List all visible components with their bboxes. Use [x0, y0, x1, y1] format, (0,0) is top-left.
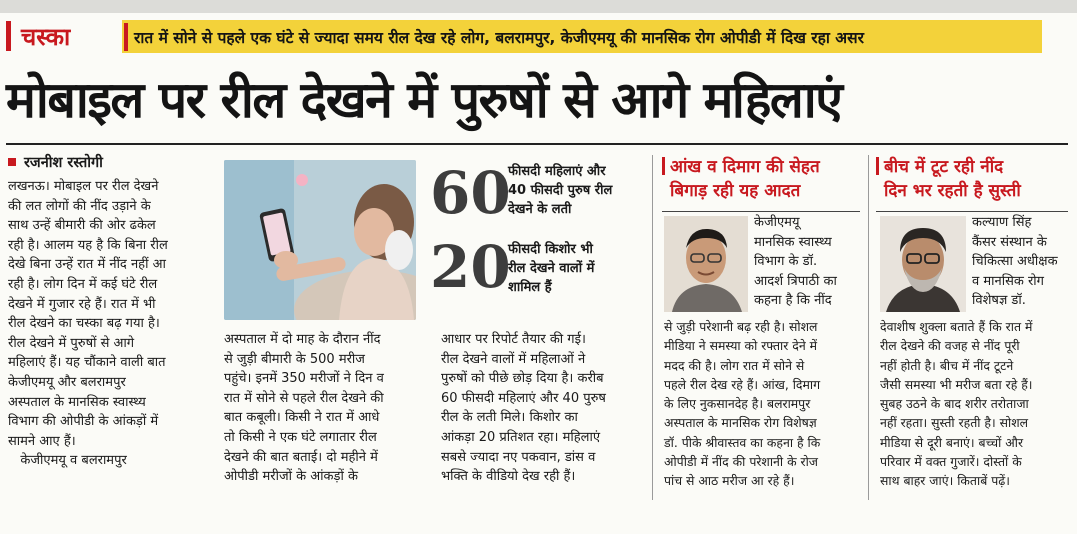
col1-line: अस्पताल के मानसिक स्वास्थ्य	[8, 394, 146, 410]
col1-line: लखनऊ। मोबाइल पर रील देखने	[8, 179, 159, 194]
box1-rule	[662, 211, 860, 212]
column-divider	[652, 155, 653, 500]
kicker-strap-band	[122, 20, 1042, 53]
col1-line: रील देखने का चस्का बढ़ गया है।	[8, 316, 160, 332]
box2-caption-line: कल्याण सिंह	[972, 215, 1032, 230]
box1-text-line: मीडिया ने समस्या को रफ्तार देने में	[664, 338, 818, 354]
col2-line: ओपीडी मरीजों के आंकड़ों के	[224, 469, 358, 485]
column-2	[224, 330, 384, 487]
box2-caption-line: कैंसर संस्थान के	[972, 234, 1047, 250]
box2-text-line: देवाशीष शुक्ला बताते हैं कि रात में	[880, 319, 1033, 334]
col3-line: रील के लती मिले। किशोर का	[441, 410, 578, 426]
stat-60-line: फीसदी महिलाएं और	[508, 164, 606, 179]
top-strip	[0, 0, 1077, 13]
box2-caption-line: चिकित्सा अधीक्षक	[972, 254, 1058, 269]
stat-20-number: 20	[430, 233, 511, 301]
stat-60-line: देखने के लती	[508, 202, 572, 217]
col2-line: रात में सोने से पहले रील देखने की	[224, 390, 384, 406]
box2-bar	[876, 157, 879, 175]
col1-line: देखने में गुजार रहे हैं। रात में भी	[8, 296, 156, 312]
stat-60-line: 40 फीसदी पुरुष रील	[508, 183, 613, 198]
col1-line: केजीएमयू व बलरामपुर	[8, 453, 127, 469]
box1-caption-line: विभाग के डॉ.	[754, 254, 818, 269]
col1-line: महिलाएं हैं। यह चौंकाने वाली बात	[8, 355, 166, 371]
woman-with-phone-photo	[224, 160, 416, 320]
stat-20-line: शामिल हैं	[508, 280, 552, 295]
byline	[8, 152, 103, 172]
col1-line: रही है। आलम यह है कि बिना रील	[8, 237, 168, 253]
box1-text-line: डॉ. पीके श्रीवास्तव का कहना है कि	[664, 434, 821, 450]
box1-caption-line: मानसिक स्वास्थ्य	[754, 234, 832, 250]
column-1	[8, 177, 168, 471]
box2-headline	[876, 155, 1021, 203]
headline-rule	[6, 143, 1068, 145]
col1-line: साथ उन्हें बीमारी की ओर ढकेल	[8, 218, 156, 234]
col2-line: पहुंचे। इनमें 350 मरीजों ने दिन व	[224, 371, 384, 387]
box2-text-line: मीडिया से दूरी बनाएं। बच्चों और	[880, 434, 1024, 450]
box1-text-line: ओपीडी में नींद की परेशानी के रोज	[664, 454, 819, 470]
box1-text-line: मदद की है। लोग रात में सोने से	[664, 357, 805, 373]
box1-text-line: पहले रील देख रहे हैं। आंख, दिमाग	[664, 376, 821, 392]
box1-headline-line: आंख व दिमाग की सेहत	[670, 157, 820, 177]
box2-text-line: रील देखने की वजह से नींद पूरी	[880, 338, 1020, 354]
col1-line: देखे बिना उन्हें रात में नींद नहीं आ	[8, 257, 166, 273]
col1-line: रही है। लोग दिन में कई घंटे रील	[8, 276, 158, 292]
col2-line: देखने की बात बताई। दो महीने में	[224, 449, 378, 465]
col3-line: आधार पर रिपोर्ट तैयार की गई।	[441, 332, 586, 347]
stat-20-text	[508, 240, 594, 297]
col1-line: सामने आए हैं।	[8, 433, 76, 449]
byline-square	[8, 158, 16, 166]
box1-text-line: से जुड़ी परेशानी बढ़ रही है। सोशल	[664, 319, 818, 334]
man-portrait-illustration	[664, 216, 748, 312]
dr-devashish-shukla-photo	[880, 216, 966, 312]
col2-line: अस्पताल में दो माह के दौरान नींद	[224, 332, 381, 347]
col1-line: केजीएमयू और बलरामपुर	[8, 374, 126, 390]
headline: मोबाइल पर रील देखने में पुरुषों से आगे महिलाएं	[6, 71, 842, 129]
box1-bar	[662, 157, 665, 175]
box1-caption-line: कहना है कि नींद	[754, 293, 832, 308]
column-3	[441, 330, 606, 487]
col2-line: से जुड़ी बीमारी के 500 मरीज	[224, 351, 365, 367]
box1-text-line: के लिए नुकसानदेह है। बलरामपुर	[664, 396, 811, 412]
box1-headline	[662, 155, 820, 203]
box2-rule	[876, 211, 1068, 212]
man-portrait-illustration	[880, 216, 966, 312]
col3-line: भक्ति के वीडियो देख रही हैं।	[441, 469, 576, 485]
byline-name: रजनीश रस्तोगी	[24, 155, 103, 171]
column-divider	[868, 155, 869, 500]
box1-headline-line: बिगाड़ रही यह आदत	[670, 181, 801, 201]
box2-text-line: परिवार में वक्त गुजारें। दोस्तों के	[880, 454, 1022, 470]
col2-line: तो किसी ने एक घंटे लगातार रील	[224, 429, 377, 445]
box2-text	[880, 317, 1032, 491]
box2-text-line: जैसी समस्या भी मरीज बता रहे हैं।	[880, 376, 1033, 392]
kicker	[6, 18, 84, 54]
box1-caption-line: आदर्श त्रिपाठी का	[754, 273, 837, 289]
col2-line: बात कबूली। किसी ने रात में आधे	[224, 410, 380, 426]
box2-text-line: सुबह उठने के बाद शरीर तरोताजा	[880, 396, 1029, 412]
box2-caption-line: व मानसिक रोग	[972, 273, 1044, 289]
kicker-label: चस्का	[21, 22, 71, 51]
box2-caption	[972, 213, 1058, 311]
kicker-strap: रात में सोने से पहले एक घंटे से ज्यादा समय रील देख रहे लोग, बलरामपुर, केजीएमयू की मानसिक रोग ओपीडी में दिख रहा असर	[134, 28, 864, 47]
stat-20-line: फीसदी किशोर भी	[508, 242, 593, 257]
col1-line: विभाग की ओपीडी के आंकड़ों में	[8, 414, 159, 430]
box1-text	[664, 317, 820, 491]
box2-text-line: नहीं होती है। बीच में नींद टूटने	[880, 357, 1014, 373]
woman-with-phone-illustration	[224, 160, 416, 320]
kicker-strap-bar	[124, 23, 128, 51]
box2-text-line: नहीं रहता। सुस्ती रहती है। सोशल	[880, 415, 1029, 431]
box1-text-line: अस्पताल के मानसिक रोग विशेषज्ञ	[664, 415, 817, 431]
stat-20-line: रील देखने वालों में	[508, 261, 595, 276]
stat-60-text	[508, 162, 612, 219]
col3-line: पुरुषों को पीछे छोड़ दिया है। करीब	[441, 371, 604, 387]
box1-caption-line: केजीएमयू	[754, 215, 800, 230]
box2-headline-line: बीच में टूट रही नींद	[884, 157, 1004, 177]
col1-line: रील देखने में पुरुषों से आगे	[8, 335, 135, 351]
dr-adarsh-tripathi-photo	[664, 216, 748, 312]
col3-line: 60 फीसदी महिलाएं और 40 पुरुष	[441, 390, 606, 406]
box2-caption-line: विशेषज्ञ डॉ.	[972, 293, 1026, 308]
box2-headline-line: दिन भर रहती है सुस्ती	[884, 181, 1021, 201]
col3-line: आंकड़ा 20 प्रतिशत रहा। महिलाएं	[441, 429, 601, 445]
col3-line: सबसे ज्यादा नए पकवान, डांस व	[441, 449, 596, 465]
stat-60-number: 60	[430, 159, 511, 227]
box1-text-line: पांच से आठ मरीज आ रहे हैं।	[664, 473, 795, 489]
col1-line: की लत लोगों की नींद उड़ाने के	[8, 198, 151, 214]
box2-text-line: साथ बाहर जाएं। किताबें पढ़ें।	[880, 473, 1010, 489]
col3-line: रील देखने वालों में महिलाओं ने	[441, 351, 586, 367]
box1-caption	[754, 213, 837, 311]
kicker-bar	[6, 21, 11, 51]
